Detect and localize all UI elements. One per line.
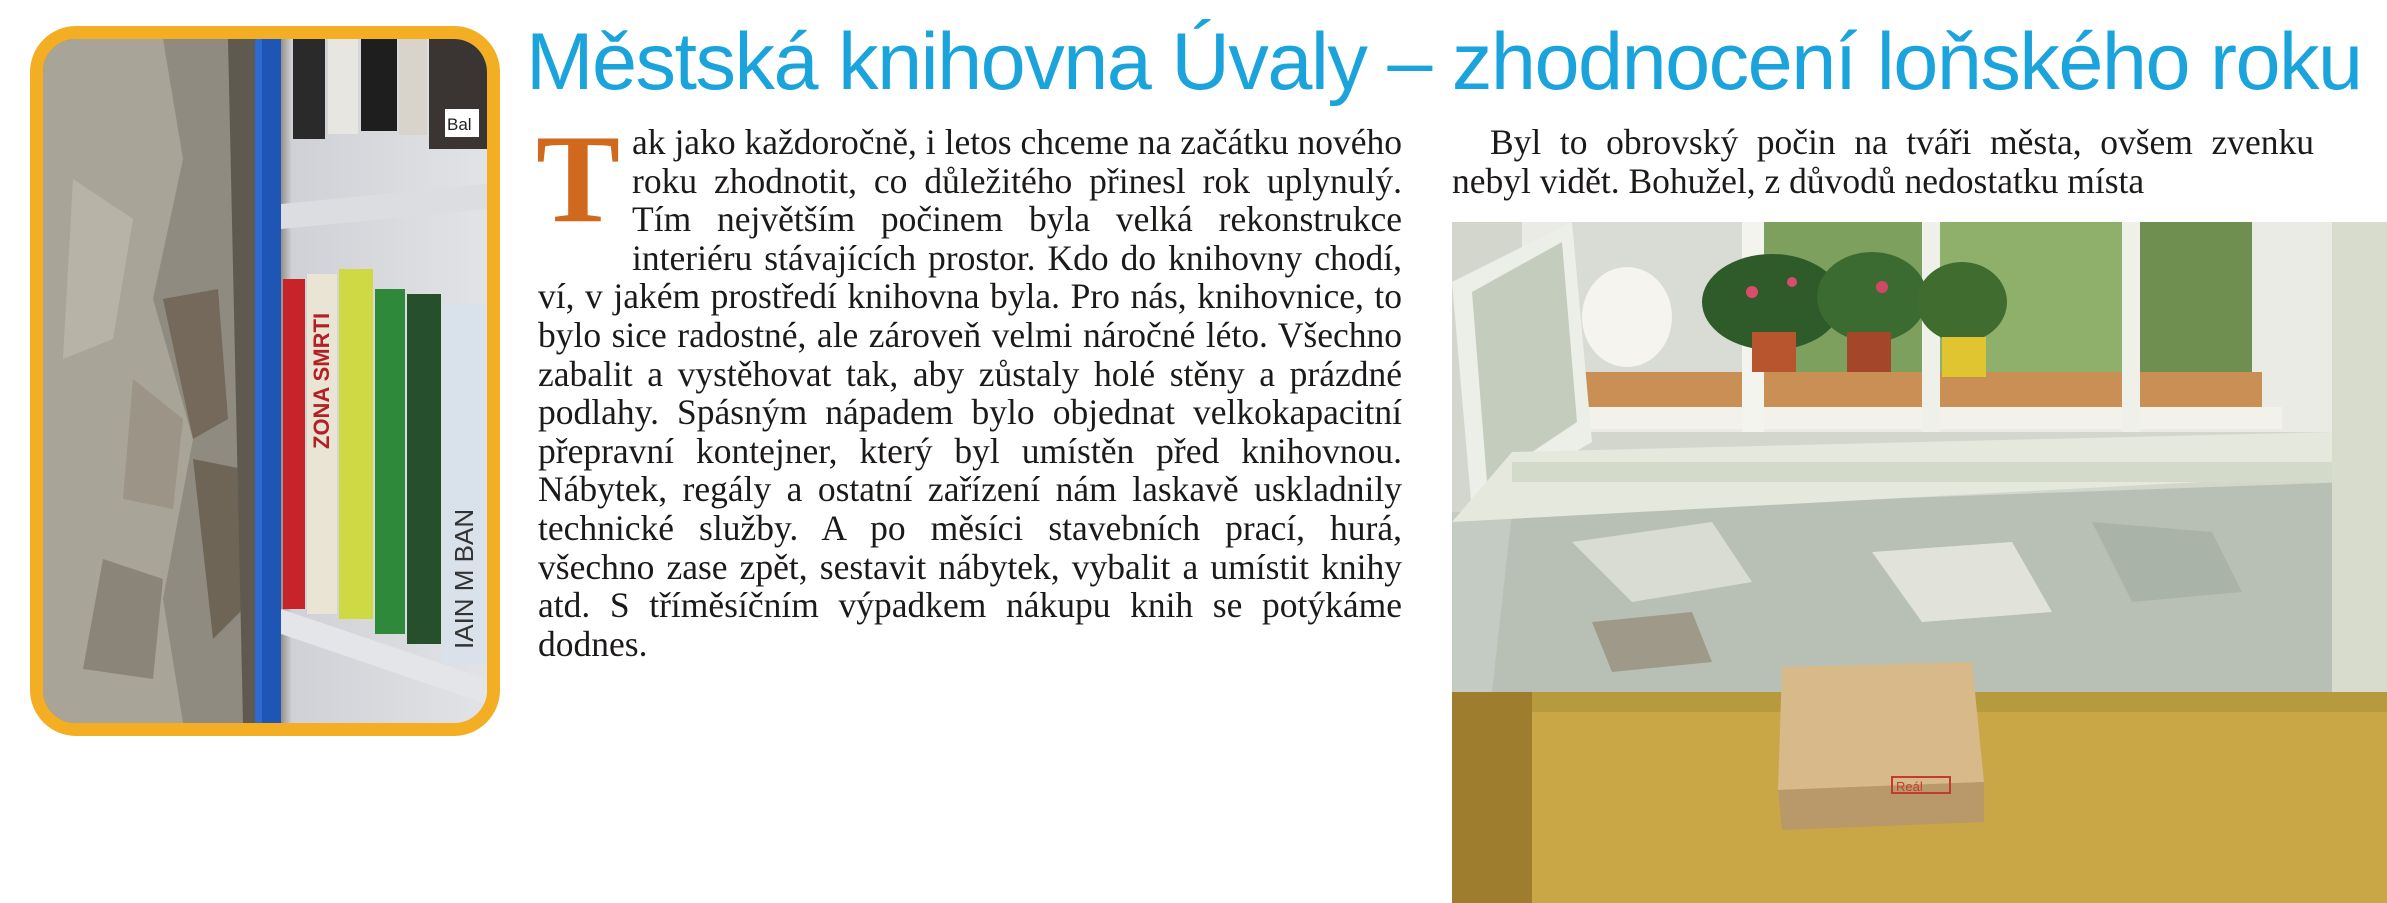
article-column-2 <box>1452 123 2314 200</box>
bookshelf-photo <box>30 26 500 736</box>
window-photo <box>1452 222 2387 903</box>
article-paragraph <box>536 110 1402 664</box>
window-photo-drawing <box>1452 222 2387 903</box>
drop-cap: T <box>536 110 621 249</box>
paragraph-text: ak jako každoročně, i letos chceme na začátku nového roku zhodnotit, co důležitého přinesl rok uplynulý. Tím největším počinem byla velká rekonstrukce interiéru stávajících prostor. Kdo do knihovny chodí, ví, v jakém prostředí knihovna byla. Pro nás, knihovnice, to bylo sice radostné, ale zároveň velmi náročné léto. Všechno zabalit a vystěhovat tak, aby zůstaly holé stěny a prázdné podlahy. Spásným nápadem bylo objednat velkokapacitní přepravní kontejner, který byl umístěn před knihovnou. Nábytek, regály a ostatní zařízení nám laskavě uskladnily technické služby. A po měsíci stavebních prací, hurá, všechno zase zpět, sestavit nábytek, vybalit a umístit knihy atd. S tříměsíčním výpadkem nákupu knih se potýkáme dodnes. <box>538 122 1402 664</box>
shelf-label: Bal <box>447 115 472 134</box>
article-title: Městská knihovna Úvaly – zhodnocení loňského roku <box>526 17 2362 107</box>
bookshelf-photo-drawing <box>43 39 487 723</box>
book-spine-label: ZONA SMRTI <box>309 312 334 449</box>
paragraph-text: Byl to obrovský počin na tváři města, ovšem zvenku nebyl vidět. Bohužel, z důvodů nedostatku místa <box>1452 122 2314 201</box>
book-spine-label: IAIN M BAN <box>449 508 479 649</box>
article-column-1 <box>536 110 1402 664</box>
box-label: Reál <box>1896 779 1923 794</box>
